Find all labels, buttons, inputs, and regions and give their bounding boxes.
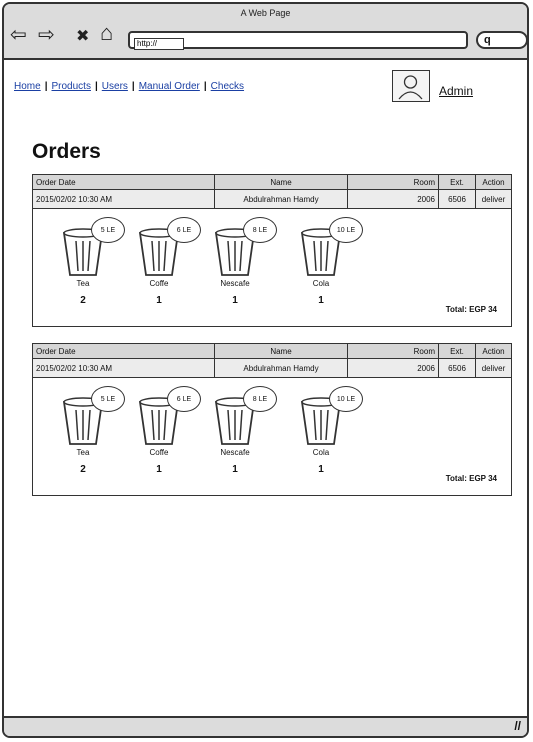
status-bar xyxy=(4,716,527,736)
table-row xyxy=(33,359,512,378)
col-header-room: Room xyxy=(348,175,439,190)
order-ext: 6506 xyxy=(439,190,476,209)
url-input[interactable] xyxy=(134,38,184,50)
item-quantity: 2 xyxy=(80,464,86,475)
order-item-nescafe xyxy=(213,217,285,317)
price-badge: 8 LE xyxy=(243,386,277,412)
nav-link-checks[interactable]: Checks xyxy=(210,81,245,92)
deliver-action[interactable]: deliver xyxy=(476,190,512,209)
order-room: 2006 xyxy=(348,359,439,378)
search-box[interactable] xyxy=(476,31,528,49)
nav-separator: | xyxy=(94,81,98,92)
col-header-name: Name xyxy=(215,344,348,359)
col-header-room: Room xyxy=(348,344,439,359)
search-icon: q xyxy=(484,34,491,46)
order-card xyxy=(32,174,512,327)
address-bar[interactable] xyxy=(128,31,468,49)
table-row xyxy=(33,190,512,209)
order-item-nescafe xyxy=(213,386,285,486)
col-header-order-date: Order Date xyxy=(33,175,215,190)
price-badge: 5 LE xyxy=(91,217,125,243)
item-name: Tea xyxy=(76,279,90,288)
back-arrow-icon[interactable]: ⇦ xyxy=(10,24,27,46)
order-room: 2006 xyxy=(348,190,439,209)
item-quantity: 1 xyxy=(232,464,238,475)
nav-link-products[interactable]: Products xyxy=(51,81,91,92)
nav-link-home[interactable]: Home xyxy=(14,81,41,92)
order-item-cola xyxy=(299,217,371,317)
browser-toolbar xyxy=(4,4,527,60)
page-title: Orders xyxy=(32,140,101,163)
item-quantity: 1 xyxy=(156,464,162,475)
order-date: 2015/02/02 10:30 AM xyxy=(33,190,215,209)
item-name: Cola xyxy=(312,448,330,457)
item-name: Coffe xyxy=(149,279,169,288)
item-quantity: 1 xyxy=(156,295,162,306)
order-total: Total: EGP 34 xyxy=(445,474,497,483)
order-header-table xyxy=(32,174,512,209)
browser-window xyxy=(2,2,529,738)
col-header-ext: Ext. xyxy=(439,175,476,190)
col-header-action: Action xyxy=(476,175,512,190)
order-item-coffe xyxy=(137,217,209,317)
forward-arrow-icon[interactable]: ⇨ xyxy=(38,24,55,46)
col-header-order-date: Order Date xyxy=(33,344,215,359)
user-icon xyxy=(393,71,428,100)
order-item-coffe xyxy=(137,386,209,486)
order-items xyxy=(32,378,512,496)
nav-separator: | xyxy=(203,81,207,92)
order-name: Abdulrahman Hamdy xyxy=(215,359,348,378)
order-ext: 6506 xyxy=(439,359,476,378)
stop-icon[interactable]: ✖ xyxy=(76,28,90,45)
item-name: Cola xyxy=(312,279,330,288)
nav-separator: | xyxy=(131,81,135,92)
order-name: Abdulrahman Hamdy xyxy=(215,190,348,209)
item-quantity: 1 xyxy=(232,295,238,306)
main-nav xyxy=(14,81,244,92)
order-header-table xyxy=(32,343,512,378)
order-item-cola xyxy=(299,386,371,486)
item-name: Tea xyxy=(76,448,90,457)
order-card xyxy=(32,343,512,496)
resize-grip-icon[interactable]: // xyxy=(514,719,521,733)
home-icon[interactable]: ⌂ xyxy=(100,20,114,45)
item-name: Coffe xyxy=(149,448,169,457)
item-name: Nescafe xyxy=(220,448,250,457)
nav-link-manual-order[interactable]: Manual Order xyxy=(138,81,200,92)
price-badge: 5 LE xyxy=(91,386,125,412)
item-quantity: 1 xyxy=(318,295,324,306)
order-item-tea xyxy=(61,386,133,486)
order-items xyxy=(32,209,512,327)
price-badge: 6 LE xyxy=(167,217,201,243)
order-total: Total: EGP 34 xyxy=(445,305,497,314)
avatar[interactable] xyxy=(392,70,430,102)
item-quantity: 1 xyxy=(318,464,324,475)
order-date: 2015/02/02 10:30 AM xyxy=(33,359,215,378)
order-item-tea xyxy=(61,217,133,317)
nav-separator: | xyxy=(44,81,48,92)
price-badge: 6 LE xyxy=(167,386,201,412)
col-header-action: Action xyxy=(476,344,512,359)
price-badge: 10 LE xyxy=(329,217,363,243)
nav-link-users[interactable]: Users xyxy=(101,81,128,92)
col-header-ext: Ext. xyxy=(439,344,476,359)
deliver-action[interactable]: deliver xyxy=(476,359,512,378)
col-header-name: Name xyxy=(215,175,348,190)
item-quantity: 2 xyxy=(80,295,86,306)
window-title: A Web Page xyxy=(240,8,291,18)
price-badge: 8 LE xyxy=(243,217,277,243)
price-badge: 10 LE xyxy=(329,386,363,412)
admin-username-link[interactable]: Admin xyxy=(439,84,474,98)
item-name: Nescafe xyxy=(220,279,250,288)
